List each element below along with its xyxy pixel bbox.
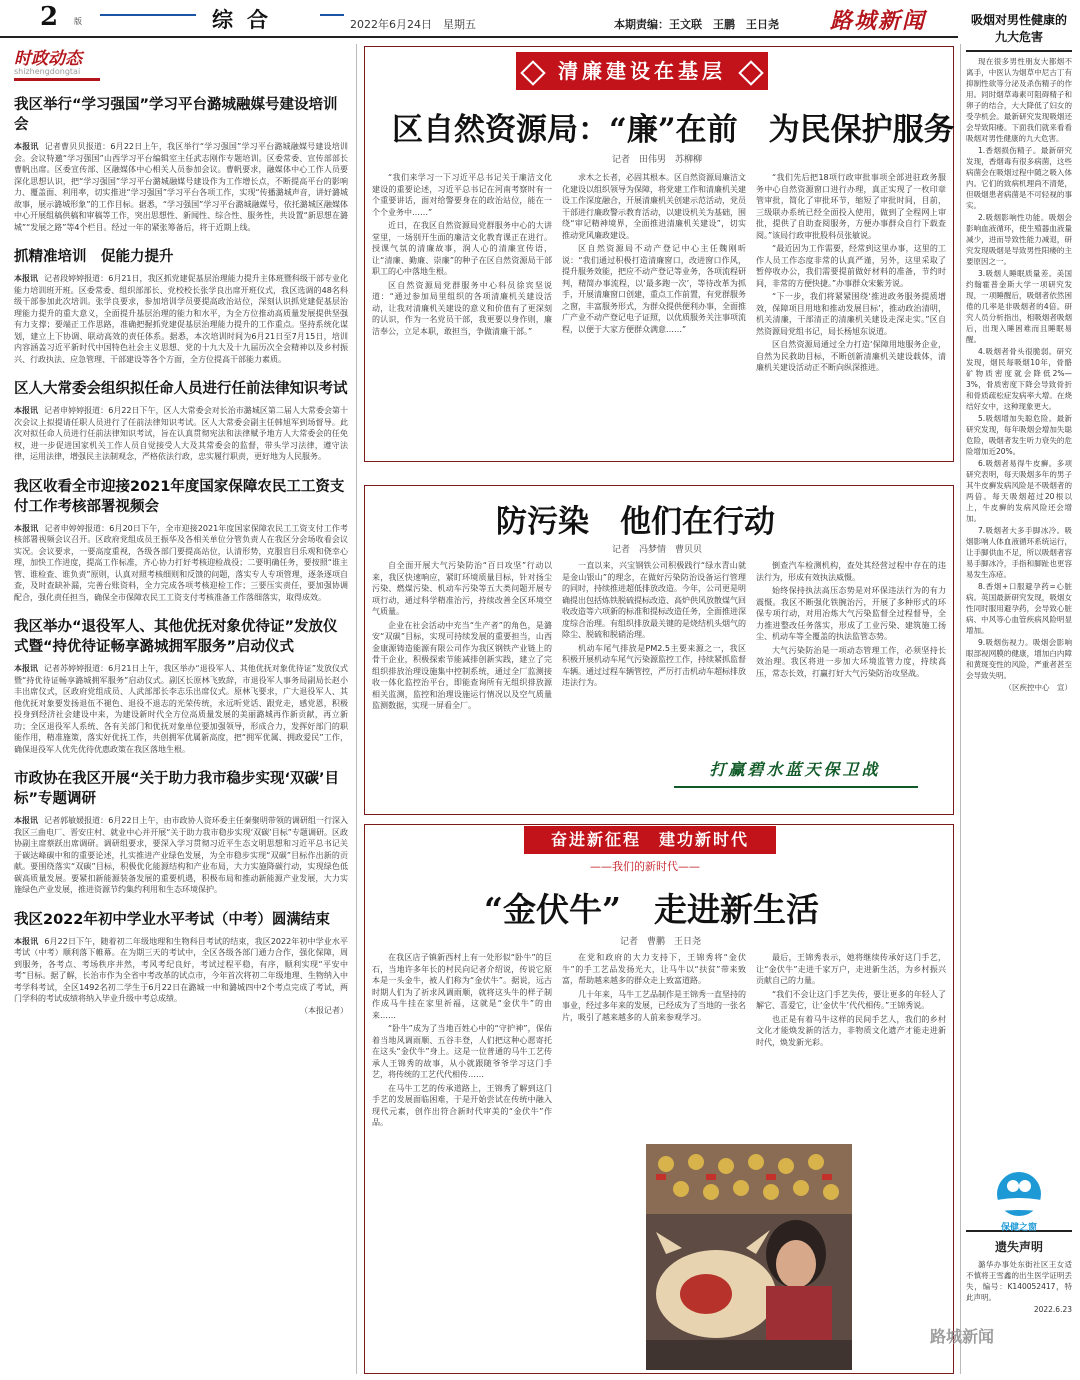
article-text: 记者申婷婷报道：6月22日下午，区人大常委会对长治市潞城区第二届人大常委会第十次会议上拟提请任职人员进行了任前法律知识考试。区人大常委会副主任韩旭军到场督导。此次对拟任命人员进行任前法律知识考试，旨在认真贯彻宪法和法律赋予地方人大常委会的任免权，进一步促进国家机关工作人员自觉接受人大及其常委会的监督，带头学习法律，遵守法律，运用法律，增强民主法制观念，严格依法行政，忠实履行职责，更好地为人民服务。 xyxy=(14,406,348,461)
masthead xyxy=(0,0,958,38)
article-body xyxy=(14,273,348,365)
article-text: 记者曹贝贝报道：6月22日上午，我区举行“学习强国”学习平台潞城融媒号建设培训会。会议特邀“学习强国”山西学习平台编辑室主任武志刚作专题培训。区委常委、宣传部部长曹帆出席。区委宣传部、区融媒体中心相关人员参加会议。曹帆要求，融媒体中心工作人员要深化思想认识，把“学习强国”学习平台潞城融媒号建设作为工作增长点，不断提高平台的影响力、覆盖面、利用率，切实推进“学习强国”学习平台各项工作，实现“传播潞城声音，讲好潞城故事，展示潞城形象”的工作目标。据悉，“学习强国”学习平台潞城融媒号，依托潞城区融媒体中心开展组稿供稿和审稿等工作，突出思想性、新闻性、综合性、服务性，共设置“新思想在潞城”“发展之路”等4个栏目。经过一年的紧张筹备后，将于近期上线。 xyxy=(14,142,348,232)
sidebar-item: 7.吸烟者大多手脚冰冷。吸烟影响人体血液循环系统运行，让手脚供血不足，所以吸烟者容易手脚冰冷，手指和脚趾也更容易发生冻疮。 xyxy=(966,526,1072,579)
article-6 xyxy=(14,769,348,896)
feature-tag: 奋进新征程 建功新时代 xyxy=(524,826,776,854)
article-body xyxy=(14,936,348,1005)
dateline: 本报讯 xyxy=(14,406,39,415)
paragraph: 大气污染防治是一项动态管理工作，必须坚持长效治理。我区将进一步加大环境监管力度，持续高压，常态长效，打赢打好大气污染防治攻坚战。 xyxy=(756,645,946,678)
body-col-3 xyxy=(756,560,946,746)
paragraph: 在我区店子镇新西村上有一处形似“卧牛”的巨石，当地许多年长的村民向记者介绍说，传说它原本是一头金牛，被人们称为“金伏牛”。据说，远古时期人们为了祈求风调雨顺，就将这头牛的样子制作成马牛挂在家里祈福，这就是“金伏牛”的由来…… xyxy=(372,953,552,1020)
feature-subtitle: ——我们的新时代—— xyxy=(590,860,700,873)
notice-date: 2022.6.23 xyxy=(1033,1305,1072,1314)
article-2 xyxy=(14,247,348,365)
article-body xyxy=(14,141,348,233)
paragraph: 求木之长者，必固其根本。区自然资源局廉洁文化建设以组织领导为保障，将党建工作和清廉机关建设工作深度融合，开展清廉机关创建示范活动，党员干部进行廉政警示教育活动，以建设机关为基础，围绕“审记精神境界，全面推进清廉机关建设”，切实推动党风廉政建设。 xyxy=(562,173,746,240)
paragraph: “最近因为工作需要，经常到这里办事，这里的工作人员工作态度非常的认真严谨，另外，这里采取了暂停收办公，我们需要提前做好材料的准备，节约时间，非常的方便快捷。”办事群众宋紫芳说。 xyxy=(756,244,946,288)
issue-date: 2022年6月24日 星期五 xyxy=(350,18,476,31)
article-4 xyxy=(14,477,348,604)
byline: 记者 冯梦情 曹贝贝 xyxy=(612,545,703,555)
feature-headline: 区自然资源局：“廉”在前 为民保护服务 xyxy=(392,112,955,148)
article-title: 市政协在我区开展“关于助力我市稳步实现‘双碳’目标”专题调研 xyxy=(14,771,340,807)
photo-illustration xyxy=(646,1144,852,1370)
paragraph: “我们不会让这门手艺失传，要让更多的年轻人了解它、喜爱它，让‘金伏牛’代代相传。”王锦秀说。 xyxy=(756,989,946,1010)
article-title: 我区举行“学习强国”学习平台潞城融媒号建设培训会 xyxy=(14,97,338,133)
paragraph: 企业在社会活动中充当“生产者”的角色，是潞安“双碳”目标，实现可持续发展的重要担当，山西金康源铸造能源有限公司作为我区钢铁产业链上的骨干企业，积极探索节能减排创新实践，建立了完组织排放治理设施集中控制系统，通过全厂监测接收一体化监控治平台，即能查询所有无组织排放源相关监测，监控和治理设施运行情况以及空气质量监测数据，实现一屏看全厂。 xyxy=(372,620,552,710)
notice-title: 遗失声明 xyxy=(994,1240,1043,1254)
article-7 xyxy=(14,910,348,1016)
article-body xyxy=(14,663,348,755)
sidebar-item: 2.吸烟影响性功能。吸烟会影响血液循环，使生殖器血液量减少，进而导致性能力减退，研究发现吸烟是导致男性阳痿的主要原因之一。 xyxy=(966,213,1072,266)
article-1 xyxy=(14,95,348,233)
paragraph: 也正是有着马牛这样的民间手艺人，我们的乡村文化才能焕发新的活力，非物质文化遗产才能走进新时代，焕发新光彩。 xyxy=(756,1014,946,1047)
article-text: 记者段婷婷报道：6月21日，我区抓党建促基层治理能力提升主体班暨科级干部专业化能力培训班开班。区委常委、组织部部长、党校校长张学良出席开班仪式，我区选调的48名科级干部参加此次培训。张学良要求，参加培训学员要提高政治站位，深刻认识抓党建促基层治理能力提升的重大意义，全面提升基层治理的能力和水平，为全方位推动高质量发展提供坚强有力支撑；要端正工作思路，准确把握抓党建促基层治理能力提升的工作重点。坚持系统化谋划，建立上下协调、联动高效的责任体系。据悉，本次培训时间为6月21日至7月15日，培训内容涵盖习近平新时代中国特色社会主义思想、党的十九大及十九届历次全会精神以及乡村振兴、行政执法、应急管理、干部建设等各个方面，全方位提高干部能力素质。 xyxy=(14,274,348,364)
body-col-3 xyxy=(756,952,946,1138)
sidebar-body xyxy=(966,56,1072,1162)
page-suffix: 版 xyxy=(74,17,82,26)
paragraph: 倒查汽车检测机构，查处其经营过程中存在的违法行为，形成有效执法威慑。 xyxy=(756,561,946,582)
page-number: 2 xyxy=(40,2,59,32)
sidebar-item: 9.吸烟伤视力。吸烟会影响眼部视网膜的健康，增加白内障和黄斑变性的风险，严重者甚至会导致失明。 xyxy=(966,638,1072,680)
article-5 xyxy=(14,617,348,755)
paragraph: 自全面开展大气污染防治“百日攻坚”行动以来，我区快速响应，紧盯环境质量目标，针对扬尘污染、燃煤污染、机动车污染等五大类问题开展专项行动，通过科学精准治污，持续改善全区环境空气质量。 xyxy=(372,561,552,616)
paragraph: “我们来学习一下习近平总书记关于廉洁文化建设的重要论述，习近平总书记在河南考察时有一个重要讲话，面对给警要身在的政治站位，能在一个个业务中……” xyxy=(372,173,552,217)
sidebar-item: 3.吸烟人睡眠质量差。美国约翰霍普金斯大学一项研究发现，一项睡醒后，吸烟者依然困倦的几率是非吸烟者的4倍。研究人员分析指出，相吸烟者吸烟后，出现入睡困难而且睡眠易醒。 xyxy=(966,269,1072,344)
feature-headline: “金伏牛” 走进新生活 xyxy=(484,890,819,929)
article-title: 我区收看全市迎接2021年度国家保障农民工工资支付工作考核部署视频会 xyxy=(14,478,345,515)
health-logo-icon xyxy=(973,1170,1065,1222)
column-rule xyxy=(14,78,100,81)
dateline: 本报讯 xyxy=(14,274,39,283)
paragraph: 在马牛工艺的传承道路上，王锦秀了解到这门手艺的发展面临困难，于是开始尝试在传统中融入现代元素，创作出符合新时代审美的“金伏牛”作品。 xyxy=(372,1083,552,1127)
notice-text: 潞华办事处东街社区王女适不慎将王雪鑫的出生医学证明丢失，编号：K140052417，特此声明。 xyxy=(966,1260,1072,1302)
paragraph: 最后，王锦秀表示，她将继续传承好这门手艺，让“金伏牛”走进千家万户，走进新生活，为乡村振兴贡献自己的力量。 xyxy=(756,953,946,985)
health-window-logo xyxy=(973,1170,1065,1233)
craft-photo xyxy=(646,1144,852,1370)
section-name: 综合 xyxy=(212,8,282,32)
decor-rule xyxy=(320,14,344,16)
sidebar-source: （区疾控中心 宣） xyxy=(1004,683,1072,692)
paragraph: “卧牛”成为了当地百姓心中的“守护神”，保佑着当地风调雨顺、五谷丰登，人们把这种心愿寄托在这头“金伏牛”身上。这是一位普通的马牛工艺传承人王锦秀的故事，从小就跟随爷爷学习这门手艺，将传统的工艺代代相传…… xyxy=(372,1024,552,1079)
watermark: 路城新闻 xyxy=(930,1327,995,1346)
column-pinyin: shizhengdongtai xyxy=(14,67,81,76)
column-title: 时政动态 xyxy=(14,49,82,69)
article-title: 区人大常委会组织拟任命人员进行任前法律知识考试 xyxy=(14,381,348,397)
paragraph: 近日，在我区自然资源局党群服务中心的大讲堂里，一场别开生面的廉洁文化教育课正在进行。授课气氛的清廉故事，润人心的清廉宣传语，让“清廉、勤廉、崇廉”的种子在区自然资源局干部职工的心中落地生根。 xyxy=(372,221,552,276)
dateline: 本报讯 xyxy=(14,664,39,673)
sidebar-rule xyxy=(966,50,1072,52)
article-signature: （本报记者） xyxy=(300,1005,348,1015)
body-col-1 xyxy=(372,172,552,454)
sidebar-intro: 现在很多男性朋友大都烟不离手，中医认为烟草中尼古丁有抑制性欲等分泌及杀伤精子的作用。同时烟草毒素可阻碍精子和卵子的结合，大大降低了妇女的受孕机会。最新研究发现吸烟还会导致阳痿。下面我们就来看看吸烟对男性健康的九大危害。 xyxy=(966,57,1072,143)
feature-headline: 防污染 他们在行动 xyxy=(496,504,775,540)
slogan: 打赢碧水蓝天保卫战 xyxy=(709,760,881,779)
dateline: 本报讯 xyxy=(14,142,39,151)
paper-logo: 路城新闻 xyxy=(830,9,927,34)
byline: 记者 田伟男 苏柳柳 xyxy=(612,155,703,165)
column-divider xyxy=(960,44,961,1374)
right-column xyxy=(966,4,1072,1376)
feature-tag: 清廉建设在基层 xyxy=(516,52,768,90)
paragraph: 始终保持执法高压态势是对环保违法行为的有力震慑。我区不断强化铁腕治污，开展了多种形式的环保专项行动，对用冶炼大气污染监督全过程督导，全力推进整改任务落实，形成了工业污染、建筑施工扬尘、机动车等全覆盖的执法监管态势。 xyxy=(756,586,946,641)
article-text: 记者申婷婷报道：6月20日下午，全市迎接2021年度国家保障农民工工资支付工作考核部署视频会议召开。区政府党组成员王振华及各相关单位分管负责人在我区分会场收看会议实况。会议要求，一要高度重视，各级各部门要提高站位，认清形势，克服盲目乐观和侥幸心理，加快工作进度，提高工作标准，齐心协力打好考核迎检战役；二要明确任务，要按照“谁主管、谁检查、谁负责”原则，认真对照考核细则和反馈的问题，落实专人专项管理，逐条逐项自查，及时查缺补漏，完善台账资料，全力完成各项考核迎检工作；三要压实责任，要加强协调配合，强化责任担当，确保全市保障农民工工资支付考核准备工作落细落实，取得成效。 xyxy=(14,523,348,602)
column-divider xyxy=(356,44,357,1374)
body-col-2 xyxy=(562,172,746,454)
article-title: 我区举办“退役军人、其他优抚对象优待证”发放仪式暨“持优待证畅享潞城拥军服务”启动仪式 xyxy=(14,619,338,655)
body-col-3 xyxy=(756,172,946,454)
paragraph: 区自然资源局党群服务中心科员徐宾坚说道：“通过参加局里组织的各项清廉机关建设活动，让我对清廉机关建设的意义和价值有了更深刻的认识，作为一名党员干部，我更要以身作则，廉洁奉公，立足本职，敢担当，争做清廉干部。” xyxy=(372,280,552,336)
body-col-2 xyxy=(562,952,746,1138)
sidebar-item: 4.吸烟者骨头很脆弱。研究发现，烟民每吸烟10年，骨骼矿物质密度就会降低2%—3%，骨质密度下降会导致骨折和骨质疏松症发病率大增。在烧结好女中，这种现象更大。 xyxy=(966,347,1072,411)
left-column xyxy=(14,44,348,1372)
article-body xyxy=(14,815,348,896)
article-title: 抓精准培训 促能力提升 xyxy=(14,249,174,265)
paragraph: 在党和政府的大力支持下，王锦秀将“金伏牛”的手工艺品发扬光大，让马牛以“扶贫”带来致富，帮助越来越多的群众走上致富道路。 xyxy=(562,953,746,985)
slogan-underline xyxy=(674,786,918,788)
article-body xyxy=(14,405,348,463)
dateline: 本报讯 xyxy=(14,936,39,946)
paragraph: 区自然资源局不动产登记中心主任魏刚昕说：“我们通过积极打造清廉窗口，改进窗口作风，提升服务效能，把应不动产登记等业务，各项流程研判，精简办事流程，以‘最多跑一次’，等待改革为抓手，开展清廉窗口创建，重点工作前置，有党群服务之窗，丰富服务形式，为群众提供便利办事，全面推广产业不动产登记电子证照，以优质服务关注事项流程，以便于大家方便群众满意……” xyxy=(562,244,746,334)
sidebar-item: 5.吸烟增加失聪危险。最新研究发现，每年吸烟会增加失聪危险，吸烟者发生听力衰失的危险增加近20%。 xyxy=(966,414,1072,456)
article-body xyxy=(14,523,348,604)
paragraph: 机动车尾气排放是PM2.5主要来源之一，我区积极开展机动车尾气污染源监控工作，持续紧抓监督车辆。通过过程车辆管控，严厉打击机动车超标排放违法行为。 xyxy=(562,643,746,687)
dateline: 本报讯 xyxy=(14,816,39,825)
paragraph: “下一步，我们将紧紧围绕‘推进政务服务提质增效，保障项目用地和推动发展目标’，推动政治清明，机关清廉，干部清正的清廉机关建设走深走实。”区自然资源局党组书记，局长杨旭东说道。 xyxy=(756,292,946,336)
sidebar-title: 吸烟对男性健康的九大危害 xyxy=(970,13,1067,44)
sidebar-item: 8.香烟+口服避孕药=心脏病。英国最新研究发现，吸烟女性同时服用避孕药，会导致心脏病、中风等心血管疾病风险明显增加。 xyxy=(966,582,1072,635)
article-title: 我区2022年初中学业水平考试（中考）圆满结束 xyxy=(14,911,330,928)
byline: 记者 曹鹏 王日尧 xyxy=(620,937,702,947)
paragraph: 区自然资源局通过全力打造‘保障用地服务企业，自然为民救助目标，不断创新清廉机关建设载体，清廉机关建设活动正不断向纵深推进。 xyxy=(756,340,946,372)
paragraph: 一直以来，兴宝钢铁公司积极践行“绿水青山就是金山银山”的理念，在做好污染防治设备运行管理的同时，持续推进超低排放改造。今年，公司更是明确提出包括炼铁脱硫提标改造、高炉供风放散煤气回收改造等六项新的标准和提标改造任务，全面推进深度综合治理。有组织排放最关键的是烧结机头烟气的除尘、脱硫和脱硝治理。 xyxy=(562,561,746,639)
decor-rule xyxy=(100,14,196,16)
paragraph: “我们先后把18项行政审批事项全部进驻政务服务中心自然资源窗口进行办理，真正实现了一枚印章管审批，简化了审批环节，缩短了审批时间，目前，三级联办系统已经全面投入使用，做到了全程网上审批，提供了自助查阅服务，方便办事群众自行下载查阅。”该局行政审批股科员张敏说。 xyxy=(756,173,946,240)
article-3 xyxy=(14,379,348,463)
body-col-1 xyxy=(372,952,552,1370)
article-text: 记者苏婷婷报道：6月21日上午，我区举办“退役军人、其他优抚对象优待证”发放仪式暨“持优待证畅享潞城拥军服务”启动仪式。副区长原林飞致辞，市退役军人事务局副局长赵小丰出席仪式，区政府党组成员、人武部部长李志乐出席仪式。原林飞要求，广大退役军人、其他优抚对象要发扬退伍不褪色、退役不退志的光荣传统，永远听党话、跟党走，感党恩，积极投身到经济社会建设中来，为建设新时代全方位高质量发展的美丽潞城再作新贡献，再立新功；全区退役军人系统、各有关部门和优抚对象单位要加强领导，形成合力，发挥好部门的职能作用，精准施策，落实好优抚工作，共创拥军优属新高度，把“拥军优属、拥政爱民”工作，确保退役军人优先优待优惠政策在我区落地生根。 xyxy=(14,664,348,754)
body-col-1 xyxy=(372,560,552,808)
article-text: 6月22日下午，随着初二年级地理和生物科目考试的结束，我区2022年初中学业水平考试（中考）顺利落下帷幕。在为期三天的考试中，全区各级各部门通力合作，强化保障，周到服务，各考点、考场秩序井然，考风考纪良好，考试过程平稳，有序，顺利实现“平安中考”目标。据了解，长治市作为全省中考改革的试点市，今年首次将初二年级地理、生物纳入中考学科考试，全区1492名初二学生于6月22日在潞城一中和潞城四中2个考点完成了考试，两门学科的考试成绩将纳入毕业升级中考总成绩。 xyxy=(14,936,348,1003)
health-logo-text: 保健之窗 xyxy=(1000,1223,1037,1233)
sidebar-item: 6.吸烟者易得牛皮癣。多项研究表明，每天吸烟多年的男子其牛皮癣发病风险是不吸烟者的两倍。每天吸烟超过20根以上，牛皮癣的发病风险还会增加。 xyxy=(966,459,1072,523)
paragraph: 几十年来，马牛工艺品制作是王锦秀一直坚持的事业，经过多年来的发展，已经成为了当地的一张名片，吸引了越来越多的人前来参观学习。 xyxy=(562,989,746,1022)
sidebar-item: 1.香烟损伤精子。最新研究发现，香烟毒有很多病菌，这些病菌会在吸烟过程中随之吸入体内。它们的致病机理尚不清楚，但吸烟患者病菌是不可轻视的事实。 xyxy=(966,146,1072,210)
article-text: 记者郭敏媛报道：6月22日上午，由市政协人资环委主任秦聚明带领的调研组一行深入我区三曲电厂、晋安庄村、就业中心并开展“关于助力我市稳步实现‘双碳’目标”专题调研。区政协副主席蔡跃出席调研。调研组要求，要深入学习贯彻习近平生态文明思想和习近平总书记关于碳达峰碳中和的重要论述，扎实推进产业绿色发展，为全市稳步实现“双碳”目标作出新的贡献。要围绕落实“双碳”目标，积极优化能源结构和产业布局，大力实施降碳行动，实现绿色低碳高质量发展。要紧扣新能源装备发展的重要机遇，积极布局和推动新能源产业发展，大力实施绿色产业发展，推进资源节约集约利用和生态环境保护。 xyxy=(14,816,348,894)
dateline: 本报讯 xyxy=(14,523,39,533)
editors-line: 本期责编：王文联 王鹏 王日尧 xyxy=(614,18,779,31)
